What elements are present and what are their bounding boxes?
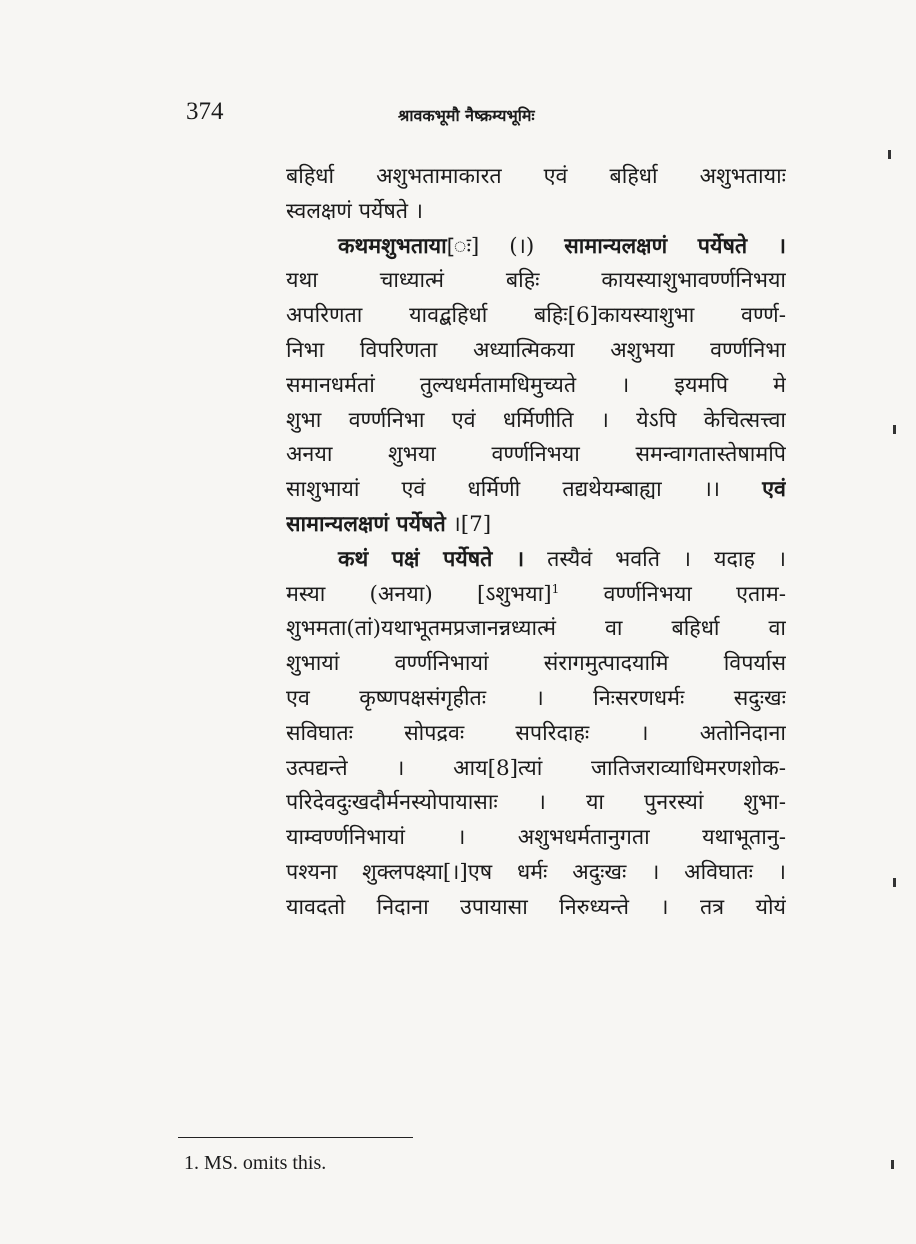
- bold-phrase: सामान्यलक्षणं पर्येषते ।: [564, 233, 786, 259]
- text-line: यथा चाध्यात्मं बहिः कायस्याशुभावर्ण्णनिभया: [286, 268, 786, 294]
- bold-phrase: एवं: [762, 477, 786, 503]
- text-line: अनया शुभया वर्ण्णनिभया समन्वागतास्तेषामपि: [286, 442, 786, 468]
- page-number: 374: [186, 98, 224, 125]
- text-line: बहिर्धा अशुभतामाकारत एवं बहिर्धा अशुभतायाः: [286, 164, 786, 189]
- text-line: शुभमता(तां)यथाभूतमप्रजानन्नध्यात्मं वा बहिर्धा वा: [286, 616, 786, 642]
- text-line: [286, 543, 786, 578]
- text-line: स्वलक्षणं पर्येषते ।: [286, 198, 424, 224]
- footnote-marker: 1: [551, 581, 560, 596]
- text-line: एव कृष्णपक्षसंगृहीतः । निःसरणधर्मः सदुःखः: [286, 685, 786, 711]
- text-line: [286, 473, 786, 508]
- plain-phrase: तस्यैवं भवति । यदाह ।: [524, 546, 786, 572]
- scan-speck: [891, 1160, 894, 1169]
- plain-phrase: साशुभायां एवं धर्मिणी तद्यथेयम्बाह्या ।।: [286, 477, 763, 503]
- footnote-rule: [178, 1137, 413, 1138]
- text-line: निभा विपरिणता अध्यात्मिकया अशुभया वर्ण्णनिभा: [286, 337, 786, 363]
- bold-phrase: सामान्यलक्षणं पर्येषते: [286, 511, 446, 537]
- bold-phrase: कथमशुभताया: [338, 233, 447, 259]
- text-line: [286, 230, 786, 265]
- text-line: यावदतो निदाना उपायासा निरुध्यन्ते । तत्र योयं: [286, 894, 786, 920]
- bold-phrase: कथं पक्षं पर्येषते ।: [338, 546, 525, 572]
- scan-speck: [893, 878, 896, 887]
- text-line: शुभा वर्ण्णनिभा एवं धर्मिणीति । येऽपि केचित्सत्त्वा: [286, 407, 786, 433]
- text-line: सविघातः सोपद्रवः सपरिदाहः । अतोनिदाना: [286, 720, 786, 746]
- footnote: 1. MS. omits this.: [184, 1152, 327, 1174]
- text-line: अपरिणता यावद्बहिर्धा बहिः[6]कायस्याशुभा वर्ण्ण-: [286, 303, 786, 329]
- plain-phrase: [ः] (।): [446, 233, 565, 259]
- text-line: याम्वर्ण्णनिभायां । अशुभधर्मतानुगता यथाभूतानु-: [286, 825, 786, 851]
- text-line: पश्यना शुक्लपक्ष्या[।]एष धर्मः अदुःखः । अविघातः ।: [286, 859, 786, 885]
- text-line: परिदेवदुःखदौर्मनस्योपायासाः । या पुनरस्यां शुभा-: [286, 790, 786, 816]
- plain-phrase: वर्ण्णनिभया एताम-: [559, 581, 786, 607]
- plain-phrase: ।[7]: [445, 511, 492, 537]
- text-line: उत्पद्यन्ते । आय[8]त्यां जातिजराव्याधिमरणशोक-: [286, 755, 786, 781]
- scan-speck: [888, 150, 891, 159]
- text-line: समानधर्मतां तुल्यधर्मतामधिमुच्यते । इयमपि मे: [286, 372, 786, 398]
- text-line: [286, 578, 786, 613]
- running-title: श्रावकभूमौ नैष्क्रम्यभूमिः: [398, 106, 535, 125]
- text-line: शुभायां वर्ण्णनिभायां संरागमुत्पादयामि विपर्यास: [286, 651, 786, 677]
- text-line: [286, 508, 786, 543]
- plain-phrase: मस्या (अनया) [ऽशुभया]: [286, 581, 552, 607]
- body-text: [286, 160, 786, 926]
- scan-speck: [893, 425, 896, 434]
